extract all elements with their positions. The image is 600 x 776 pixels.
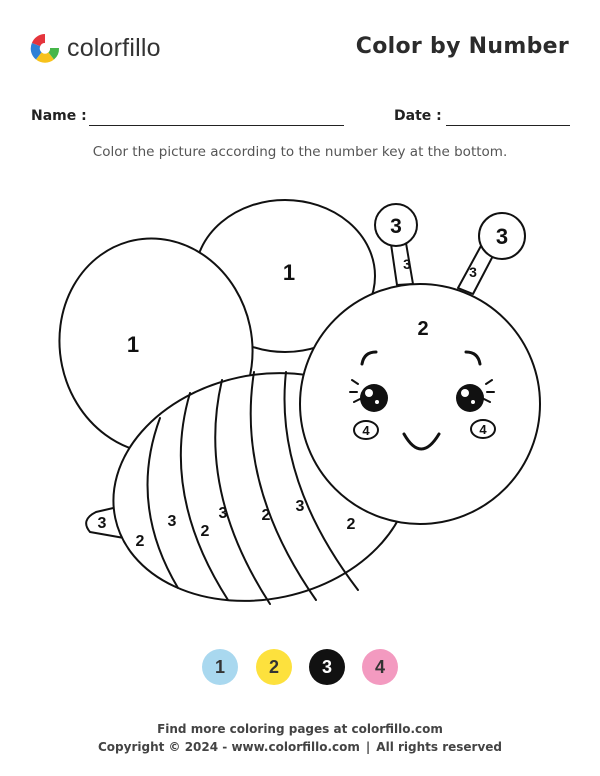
label-head: 2 xyxy=(417,318,429,340)
instructions-text: Color the picture according to the number key at the bottom. xyxy=(92,144,508,160)
name-line[interactable] xyxy=(89,125,344,126)
label-antenna-stalk-right: 3 xyxy=(469,264,477,280)
brand-logo[interactable] xyxy=(28,30,161,66)
label-stripe: 3 xyxy=(218,505,228,522)
label-wing-left: 1 xyxy=(126,332,140,357)
footer-link-text[interactable]: Find more coloring pages at colorfillo.com xyxy=(157,722,443,736)
label-stinger: 3 xyxy=(97,515,107,532)
label-stripe: 3 xyxy=(295,498,305,515)
label-antenna-stalk-left: 3 xyxy=(403,256,411,272)
label-antenna-ball-right: 3 xyxy=(495,224,509,249)
label-cheek-right: 4 xyxy=(479,422,487,437)
eye-right xyxy=(456,384,484,412)
colorfillo-logo-icon xyxy=(28,31,62,65)
footer-separator: | xyxy=(365,740,371,754)
label-stripe: 2 xyxy=(346,516,356,533)
color-key-3[interactable]: 3 xyxy=(309,649,345,685)
page-title: Color by Number xyxy=(355,34,569,59)
label-stripe: 3 xyxy=(167,513,177,530)
color-key-1[interactable]: 1 xyxy=(202,649,238,685)
rights-text: All rights reserved xyxy=(376,740,503,754)
copyright-text: Copyright © 2024 - www.colorfillo.com xyxy=(97,740,360,754)
name-label: Name : xyxy=(31,108,87,124)
label-stripe: 2 xyxy=(261,507,271,524)
label-cheek-left: 4 xyxy=(362,423,370,438)
eye-left xyxy=(360,384,388,412)
date-label: Date : xyxy=(394,108,442,124)
footer-copyright xyxy=(0,740,600,754)
label-stripe: 2 xyxy=(200,523,210,540)
logo-text: colorfillo xyxy=(67,33,161,62)
color-key-2[interactable]: 2 xyxy=(256,649,292,685)
bee-coloring-drawing xyxy=(0,180,600,620)
label-wing-right: 1 xyxy=(282,260,296,285)
name-date-row xyxy=(31,108,569,128)
label-antenna-ball-left: 3 xyxy=(390,215,402,238)
color-key-4[interactable]: 4 xyxy=(362,649,398,685)
label-stripe: 2 xyxy=(135,533,145,550)
date-line[interactable] xyxy=(446,125,570,126)
color-key xyxy=(0,649,600,687)
